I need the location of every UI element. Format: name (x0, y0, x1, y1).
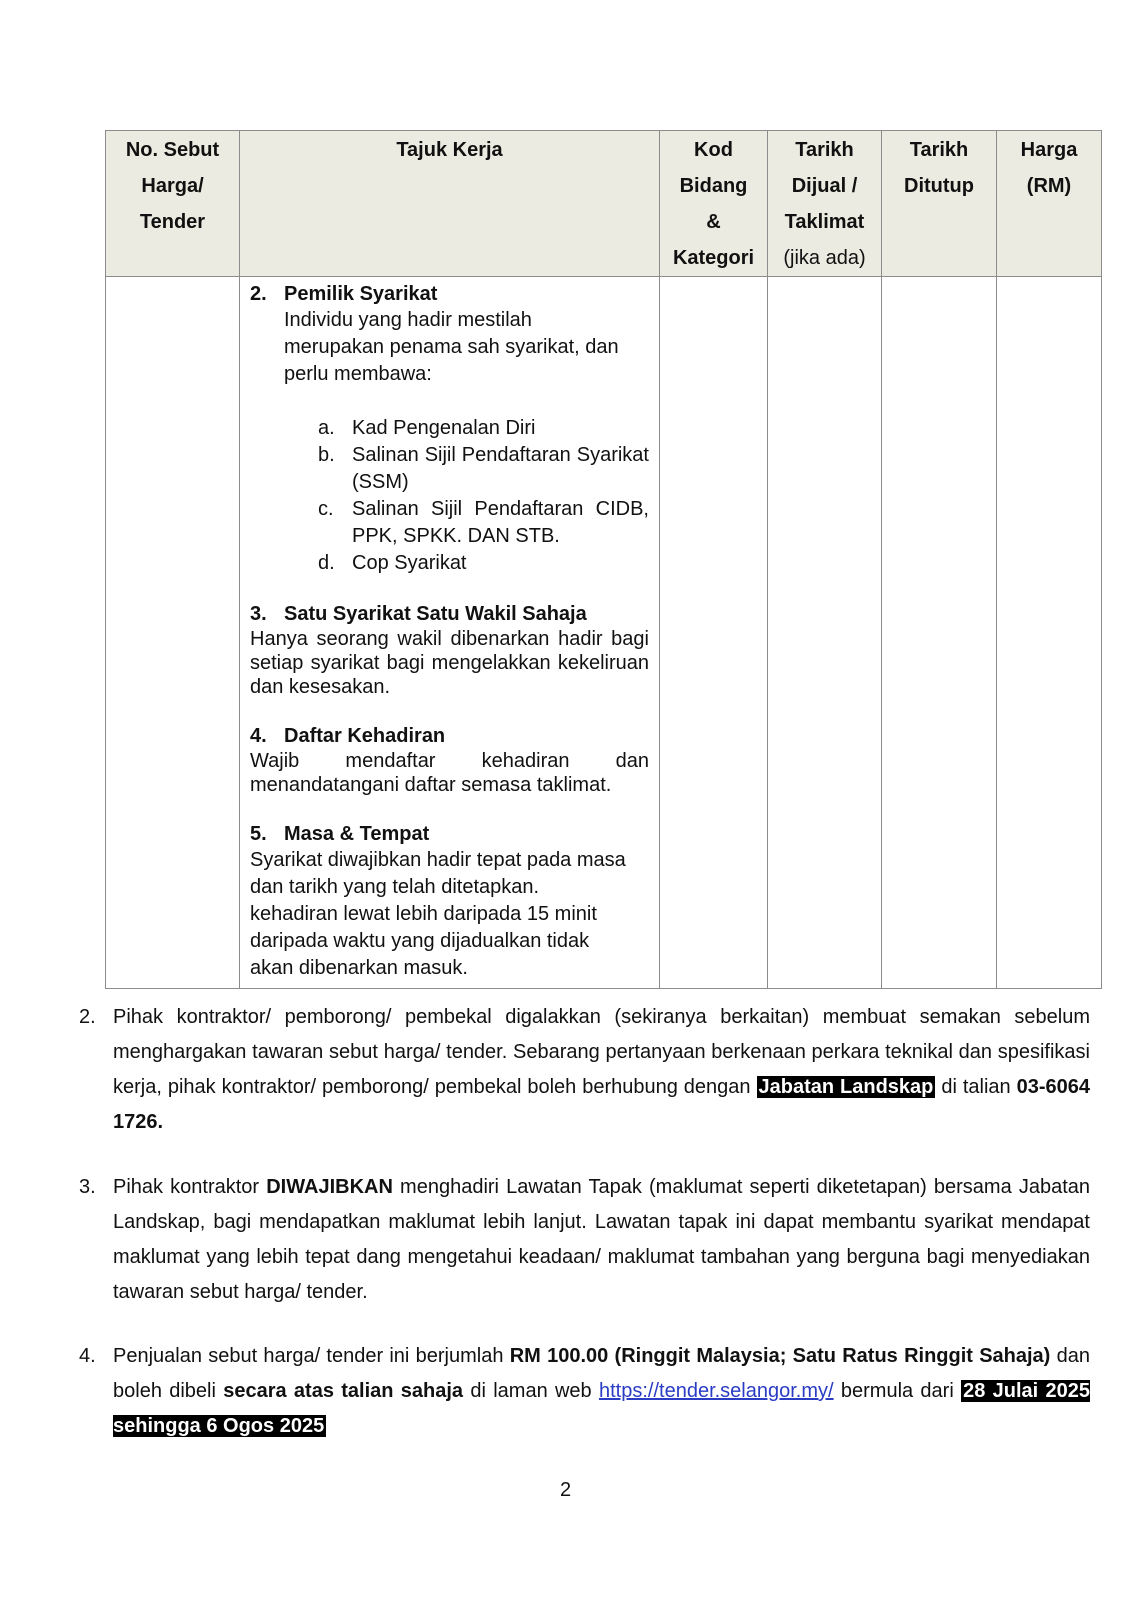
section-2-line: merupakan penama sah syarikat, dan (284, 336, 619, 358)
section-5-line: daripada waktu yang dijadualkan tidak (250, 930, 590, 952)
section-4-heading: 4. Daftar Kehadiran (250, 725, 446, 747)
cell-tarikh-dijual (768, 277, 882, 989)
section-5-line: Syarikat diwajibkan hadir tepat pada masa (250, 849, 626, 871)
cell-kod-bidang (660, 277, 768, 989)
header-no-sebut-harga: No. Sebut Harga/ Tender (106, 131, 240, 277)
list-item: a. Kad Pengenalan Diri (318, 417, 536, 439)
section-2-line: Individu yang hadir mestilah (284, 309, 532, 331)
header-harga: Harga (RM) (997, 131, 1102, 277)
section-3-heading: 3. Satu Syarikat Satu Wakil Sahaja (250, 603, 587, 625)
header-tarikh-ditutup: Tarikh Ditutup (882, 131, 997, 277)
section-5-line: akan dibenarkan masuk. (250, 957, 468, 979)
cell-tarikh-ditutup (882, 277, 997, 989)
highlight-jabatan-landskap: Jabatan Landskap (758, 1076, 934, 1098)
header-tarikh-dijual: Tarikh Dijual / Taklimat (jika ada) (768, 131, 882, 277)
page-number: 2 (559, 1479, 572, 1501)
table-body-row (106, 277, 1102, 989)
section-2-line: perlu membawa: (284, 363, 432, 385)
section-3-text: Hanya seorang wakil dibenarkan hadir bagi setiap syarikat bagi mengelakkan kekeliruan dan kesesakan. (250, 628, 649, 698)
note-2: 2. Pihak kontraktor/ pemborong/ pembekal digalakkan (sekiranya berkaitan) membuat semakan sebelum menghargakan tawaran sebut harga/ tender. Sebarang pertanyaan berkenaan perkara teknikal dan spesifikasi kerja, pihak kontraktor/ pemborong/ pembekal boleh berhubung dengan Jabatan Landskap di talian 03-6064 1726. (79, 1006, 1091, 1133)
cell-tajuk-kerja (240, 277, 660, 989)
tender-website-link[interactable]: https://tender.selangor.my/ (598, 1380, 834, 1402)
section-5-heading: 5. Masa & Tempat (250, 823, 430, 845)
section-2-heading: 2. Pemilik Syarikat (250, 283, 438, 305)
table-header-row (106, 131, 1102, 277)
cell-no-sebut-harga (106, 277, 240, 989)
list-item: c. Salinan Sijil Pendaftaran CIDB, PPK, SPKK. DAN STB. (318, 498, 649, 547)
highlight-dates: 28 Julai 2025 sehingga 6 Ogos 2025 (113, 1380, 1090, 1437)
header-tajuk-kerja: Tajuk Kerja (240, 131, 660, 277)
tender-table (105, 130, 1102, 989)
note-3: 3. Pihak kontraktor DIWAJIBKAN menghadiri Lawatan Tapak (maklumat seperti diketetapan) bersama Jabatan Landskap, bagi mendapatkan maklumat lebih lanjut. Lawatan tapak ini dapat membantu syarikat mendapat maklumat yang lebih tepat dang mengetahui keadaan/ maklumat tambahan yang berguna bagi menyediakan tawaran sebut harga/ tender. (79, 1176, 1090, 1303)
list-item: d. Cop Syarikat (318, 552, 467, 574)
cell-harga (997, 277, 1102, 989)
section-4-text: Wajib mendaftar kehadiran dan menandatangani daftar semasa taklimat. (250, 750, 649, 796)
list-item: b. Salinan Sijil Pendaftaran Syarikat (SSM) (318, 444, 649, 493)
section-5-line: kehadiran lewat lebih daripada 15 minit (250, 903, 597, 925)
note-4: 4. Penjualan sebut harga/ tender ini berjumlah RM 100.00 (Ringgit Malaysia; Satu Ratus Ringgit Sahaja) dan boleh dibeli secara atas talian sahaja di laman web https://tender.selangor.my/ bermula dari 28 Julai 2025 sehingga 6 Ogos 2025 (79, 1345, 1090, 1437)
header-kod-bidang: Kod Bidang & Kategori (660, 131, 768, 277)
section-5-line: dan tarikh yang telah ditetapkan. (250, 876, 540, 898)
